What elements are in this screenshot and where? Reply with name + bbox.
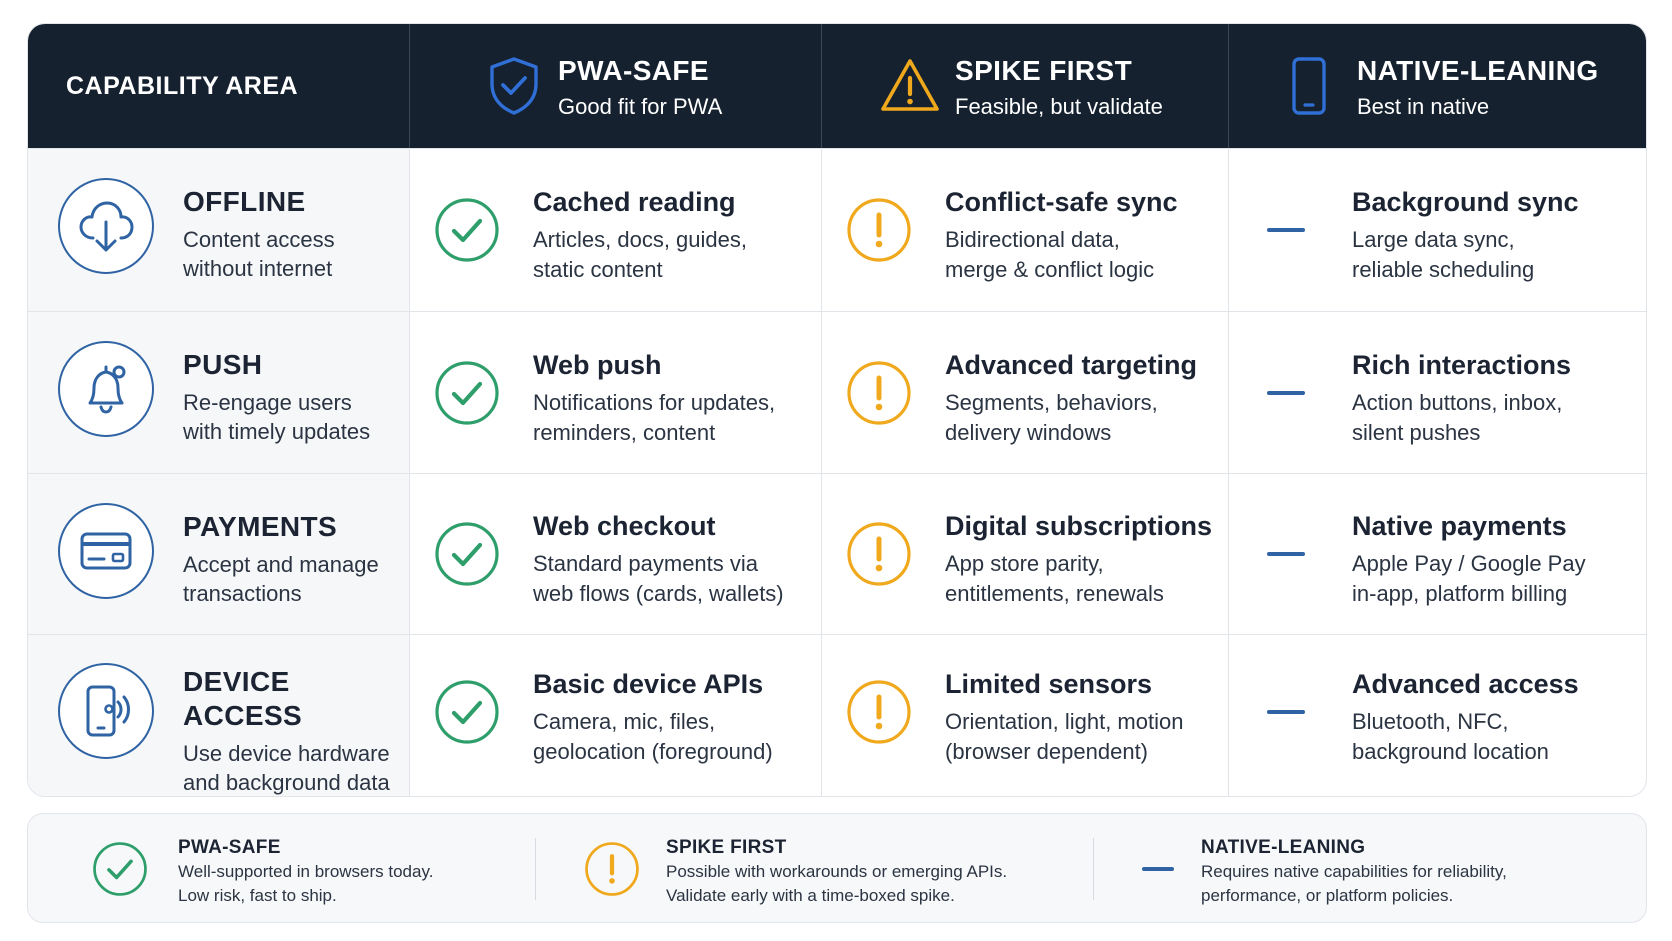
header-native-leaning xyxy=(1228,24,1647,148)
row-push xyxy=(28,311,1647,473)
capability-matrix xyxy=(27,23,1647,797)
check-circle-icon xyxy=(434,521,500,587)
bell-icon xyxy=(74,357,138,421)
item-desc-line-1: Camera, mic, files, xyxy=(533,709,716,734)
capability-desc-line-1: Content access xyxy=(183,227,335,252)
pwa-safe-cell xyxy=(409,312,821,473)
dash-icon xyxy=(1142,867,1174,871)
smartphone-icon xyxy=(1277,54,1341,118)
spike-first-title: SPIKE FIRST xyxy=(955,55,1133,86)
row-offline xyxy=(28,148,1647,311)
capability-cell xyxy=(28,635,409,797)
item-desc-line-2: reminders, content xyxy=(533,420,716,445)
legend-item-pwa-safe xyxy=(178,836,433,908)
spike-first-subtitle: Feasible, but validate xyxy=(955,94,1163,119)
item-desc-line-1: Segments, behaviors, xyxy=(945,390,1158,415)
item-desc-line-2: merge & conflict logic xyxy=(945,257,1155,282)
pwa-safe-cell xyxy=(409,635,821,797)
native-leaning-cell xyxy=(1228,635,1647,797)
dash-icon xyxy=(1267,228,1305,232)
item-desc-line-1: Articles, docs, guides, xyxy=(533,227,747,252)
check-circle-icon xyxy=(434,360,500,426)
legend-title: SPIKE FIRST xyxy=(666,837,787,858)
item-title: Limited sensors xyxy=(945,669,1153,699)
capability-desc-line-1: Use device hardware xyxy=(183,741,390,766)
legend-desc-line-1: Possible with workarounds or emerging APIs. xyxy=(666,862,1008,881)
header-pwa-safe xyxy=(409,24,821,148)
item-desc-line-1: App store parity, xyxy=(945,551,1104,576)
item-desc-line-2: entitlements, renewals xyxy=(945,581,1164,606)
native-leaning-title: NATIVE-LEANING xyxy=(1357,55,1599,86)
capability-desc-line-1: Re-engage users xyxy=(183,390,352,415)
native-leaning-cell xyxy=(1228,474,1647,634)
native-leaning-subtitle: Best in native xyxy=(1357,94,1490,119)
header-spike-first xyxy=(821,24,1228,148)
capability-desc-line-2: transactions xyxy=(183,581,302,606)
legend-desc-line-2: Validate early with a time-boxed spike. xyxy=(666,886,955,905)
check-circle-icon xyxy=(92,841,148,897)
legend-desc-line-1: Requires native capabilities for reliability, xyxy=(1201,862,1507,881)
phone-signal-icon xyxy=(74,679,138,743)
capability-name: OFFLINE xyxy=(183,186,306,217)
capability-cell xyxy=(28,149,409,311)
item-title: Web push xyxy=(533,350,662,380)
spike-first-cell xyxy=(821,149,1228,311)
exclamation-circle-icon xyxy=(584,841,640,897)
item-title: Digital subscriptions xyxy=(945,511,1213,541)
native-leaning-cell xyxy=(1228,312,1647,473)
item-desc-line-1: Large data sync, xyxy=(1352,227,1515,252)
item-desc-line-1: Apple Pay / Google Pay xyxy=(1352,551,1586,576)
capability-name: PUSH xyxy=(183,349,263,380)
item-desc-line-1: Standard payments via xyxy=(533,551,759,576)
pwa-safe-cell xyxy=(409,149,821,311)
capability-cell xyxy=(28,474,409,634)
item-desc-line-2: web flows (cards, wallets) xyxy=(533,581,784,606)
dash-icon xyxy=(1267,391,1305,395)
capability-icon-badge xyxy=(58,663,154,759)
shield-check-icon xyxy=(482,54,546,118)
legend-desc-line-2: performance, or platform policies. xyxy=(1201,886,1454,905)
item-title: Rich interactions xyxy=(1352,350,1572,380)
item-desc-line-1: Notifications for updates, xyxy=(533,390,776,415)
spike-first-cell xyxy=(821,312,1228,473)
matrix-header xyxy=(28,24,1647,148)
item-title: Basic device APIs xyxy=(533,669,764,699)
legend-desc-line-2: Low risk, fast to ship. xyxy=(178,886,337,905)
item-desc-line-1: Orientation, light, motion xyxy=(945,709,1184,734)
dash-icon xyxy=(1267,552,1305,556)
item-title: Native payments xyxy=(1352,511,1567,541)
capability-icon-badge xyxy=(58,178,154,274)
row-device-access xyxy=(28,634,1647,797)
legend-item-native-leaning xyxy=(1201,836,1507,908)
legend-title: NATIVE-LEANING xyxy=(1201,837,1366,858)
capability-desc-line-2: and background data xyxy=(183,770,390,795)
legend-divider xyxy=(1093,838,1094,900)
row-payments xyxy=(28,473,1647,634)
capability-icon-badge xyxy=(58,341,154,437)
item-desc-line-2: delivery windows xyxy=(945,420,1112,445)
item-desc-line-2: silent pushes xyxy=(1352,420,1481,445)
exclamation-circle-icon xyxy=(846,197,912,263)
credit-card-icon xyxy=(74,519,138,583)
header-capability-area xyxy=(28,24,409,148)
native-leaning-cell xyxy=(1228,149,1647,311)
item-title: Advanced targeting xyxy=(945,350,1198,380)
legend-divider xyxy=(535,838,536,900)
item-title: Advanced access xyxy=(1352,669,1579,699)
item-desc-line-1: Bidirectional data, xyxy=(945,227,1120,252)
capability-desc-line-2: without internet xyxy=(183,256,333,281)
item-desc-line-1: Bluetooth, NFC, xyxy=(1352,709,1509,734)
exclamation-circle-icon xyxy=(846,679,912,745)
pwa-safe-title: PWA-SAFE xyxy=(558,55,709,86)
exclamation-circle-icon xyxy=(846,521,912,587)
capability-desc-line-2: with timely updates xyxy=(183,419,371,444)
item-desc-line-1: Action buttons, inbox, xyxy=(1352,390,1563,415)
item-title: Web checkout xyxy=(533,511,716,541)
item-desc-line-2: static content xyxy=(533,257,663,282)
legend xyxy=(27,813,1647,923)
cloud-download-icon xyxy=(74,194,138,258)
check-circle-icon xyxy=(434,197,500,263)
item-desc-line-2: background location xyxy=(1352,739,1549,764)
pwa-safe-subtitle: Good fit for PWA xyxy=(558,94,723,119)
pwa-safe-cell xyxy=(409,474,821,634)
capability-desc-line-1: Accept and manage xyxy=(183,552,379,577)
legend-title: PWA-SAFE xyxy=(178,837,281,858)
item-title: Conflict-safe sync xyxy=(945,187,1178,217)
item-desc-line-2: reliable scheduling xyxy=(1352,257,1535,282)
capability-name: PAYMENTS xyxy=(183,511,338,542)
check-circle-icon xyxy=(434,679,500,745)
capability-cell xyxy=(28,312,409,473)
item-desc-line-2: geolocation (foreground) xyxy=(533,739,773,764)
spike-first-cell xyxy=(821,474,1228,634)
legend-desc-line-1: Well-supported in browsers today. xyxy=(178,862,434,881)
item-title: Cached reading xyxy=(533,187,736,217)
item-desc-line-2: in-app, platform billing xyxy=(1352,581,1568,606)
exclamation-circle-icon xyxy=(846,360,912,426)
capability-area-label: CAPABILITY AREA xyxy=(66,71,299,100)
warning-triangle-icon xyxy=(878,54,942,118)
legend-item-spike-first xyxy=(666,836,1007,908)
dash-icon xyxy=(1267,710,1305,714)
item-title: Background sync xyxy=(1352,187,1579,217)
capability-icon-badge xyxy=(58,503,154,599)
item-desc-line-2: (browser dependent) xyxy=(945,739,1149,764)
capability-name: DEVICE ACCESS xyxy=(183,666,303,731)
spike-first-cell xyxy=(821,635,1228,797)
